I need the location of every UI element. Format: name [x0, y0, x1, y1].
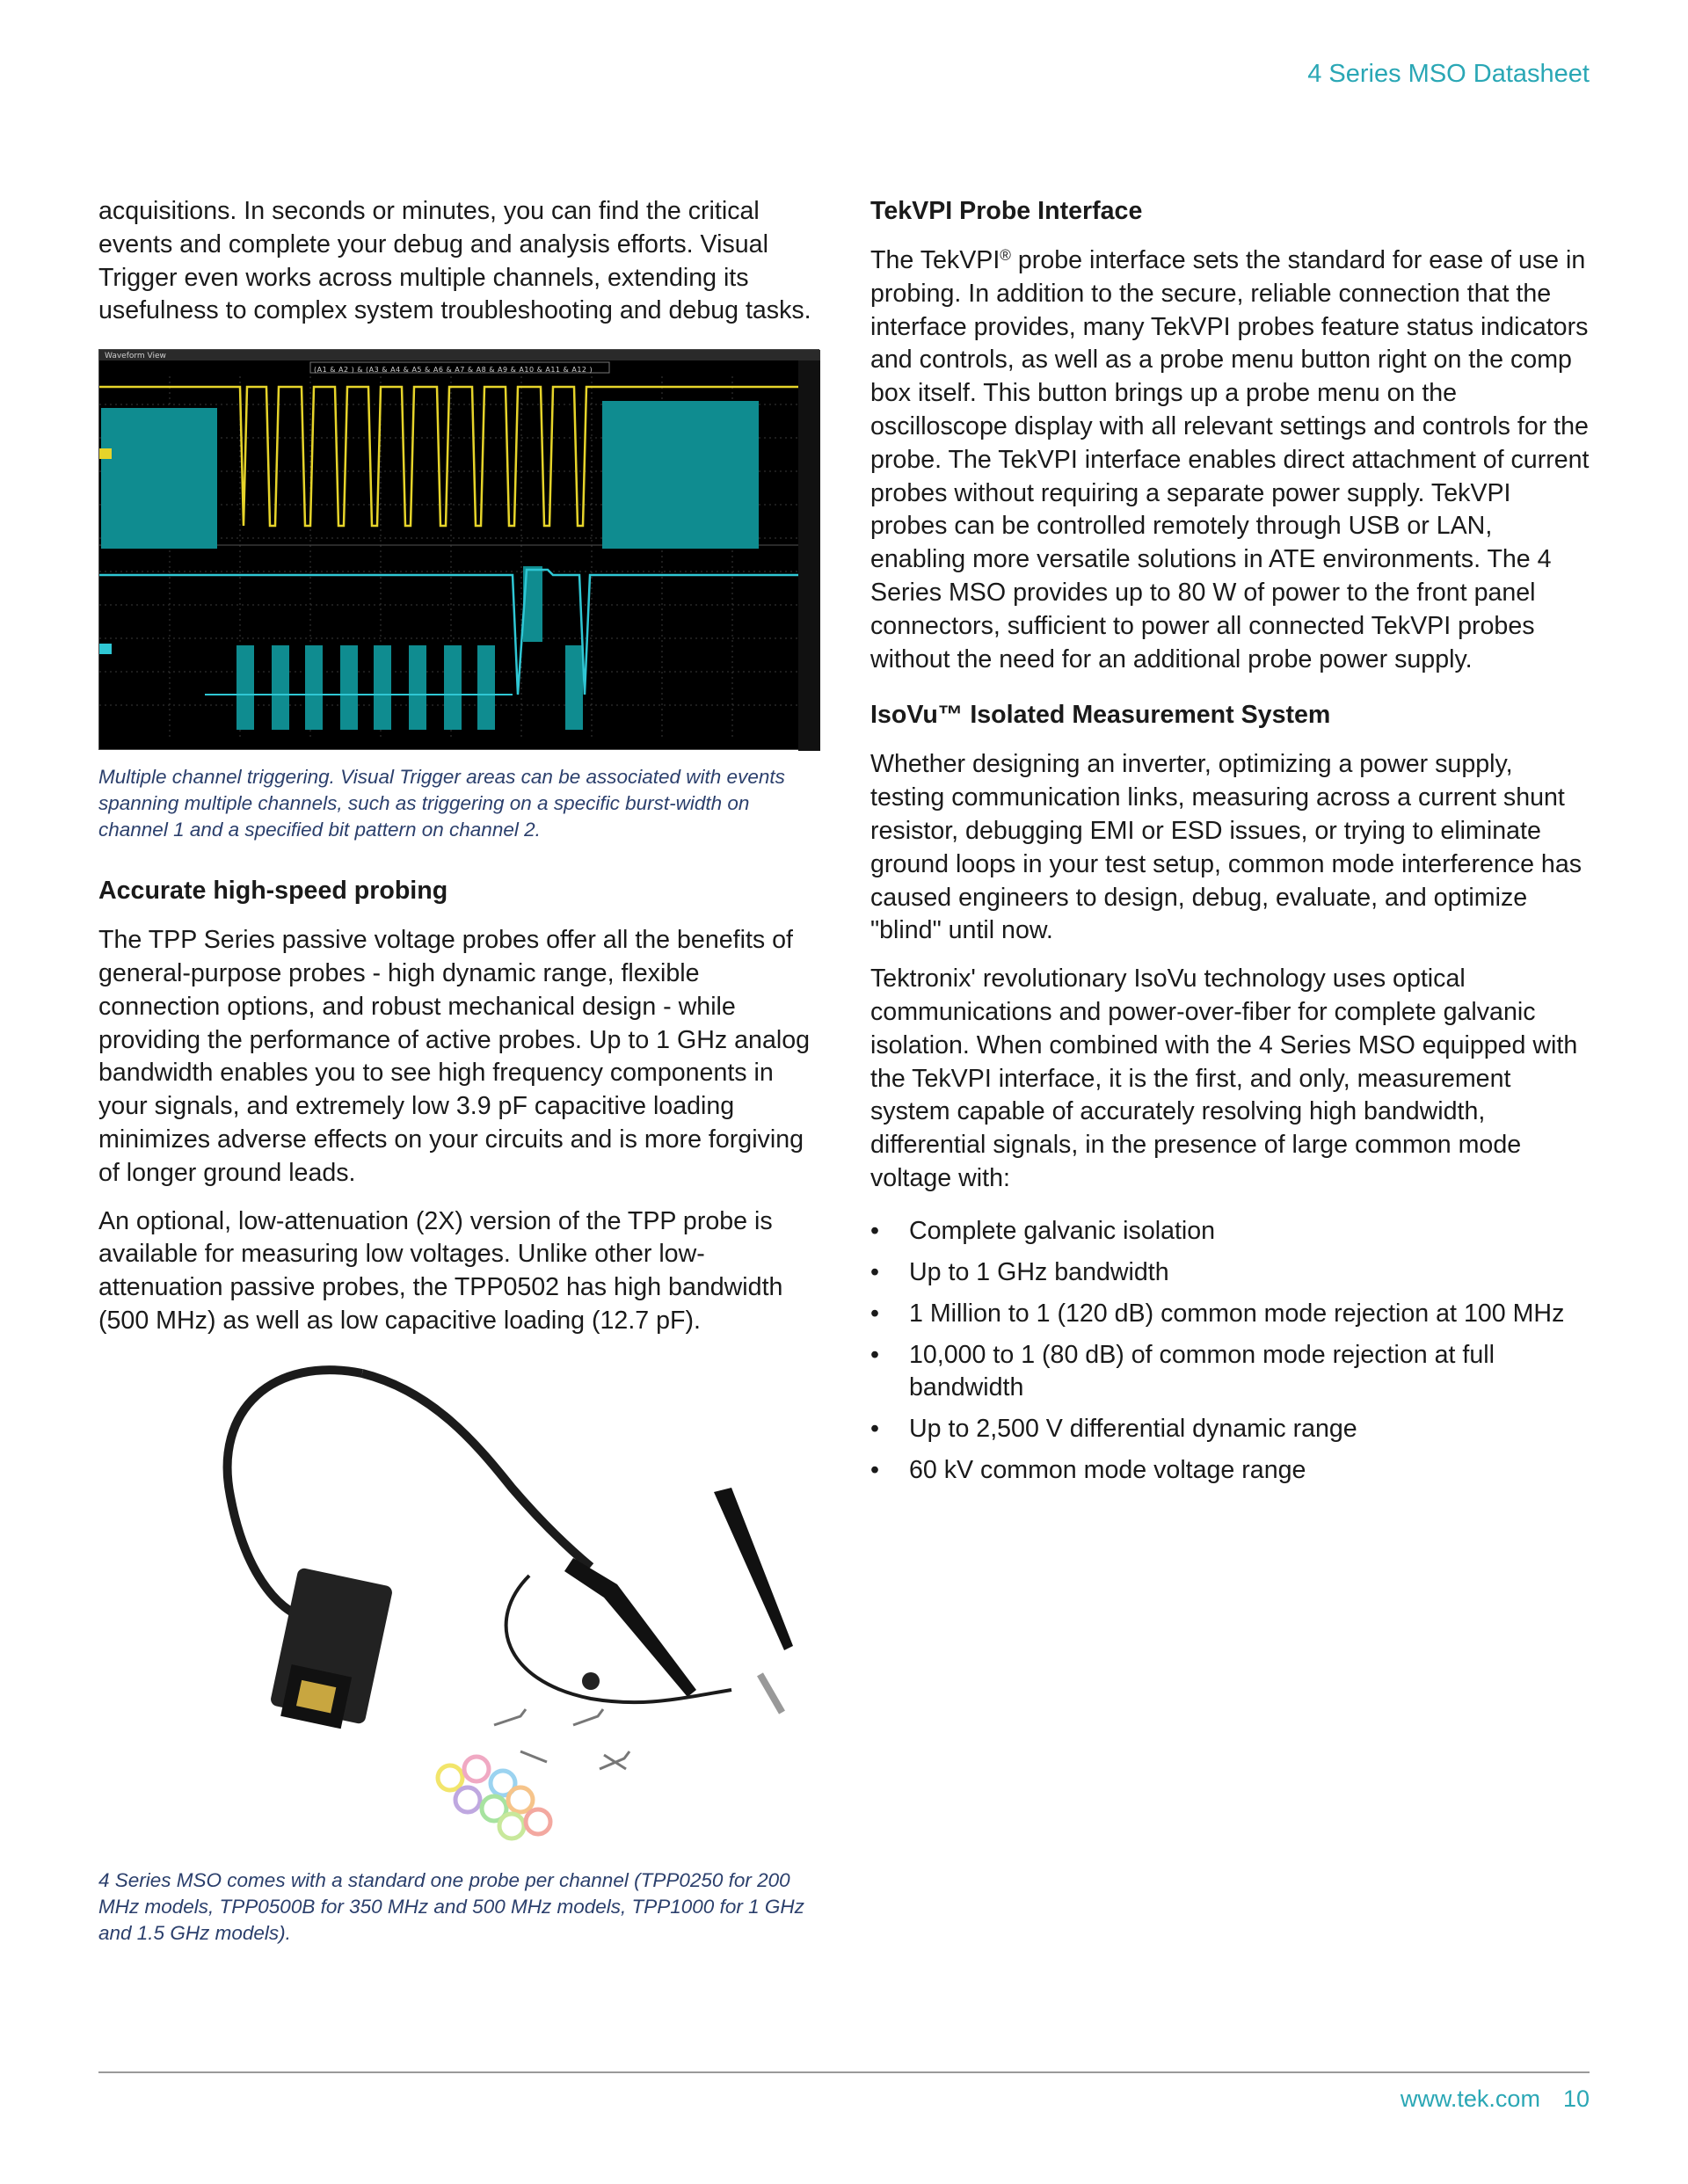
- list-item: [870, 1298, 1593, 1330]
- registered-mark: ®: [1000, 246, 1011, 264]
- tpp0502-paragraph: An optional, low-attenuation (2X) version of the TPP probe is available for measuring low voltages. Unlike other low-attenuation passive probes, the TPP0502 has high bandwidth (500 MHz) as well as low capacitive loading (12.7 pF).: [98, 1206, 783, 1335]
- intro-paragraph: acquisitions. In seconds or minutes, you can find the critical events and complete your debug and analysis efforts. Visual Trigger even works across multiple channels, extending its usefulness to complex system troubleshooting and debug tasks.: [98, 197, 811, 325]
- left-column: [98, 195, 819, 1978]
- list-item: [870, 1413, 1593, 1445]
- isovu-feature-list: [870, 1215, 1593, 1487]
- list-item: [870, 1256, 1593, 1289]
- footer-divider: [98, 2071, 1590, 2073]
- right-column: [870, 195, 1593, 1496]
- bullet: •: [870, 1299, 880, 1328]
- waveform-view-label: Waveform View: [105, 352, 166, 361]
- list-item: [870, 1215, 1593, 1248]
- list-item-text: Up to 1 GHz bandwidth: [909, 1257, 1169, 1286]
- trigger-expression: (A1 & A2 ) & (A3 & A4 & A5 & A6 & A7 & A8 & A9 & A10 & A11 & A12 ): [314, 366, 593, 375]
- list-item-text: 1 Million to 1 (120 dB) common mode rejection at 100 MHz: [909, 1299, 1565, 1328]
- page-footer: [1401, 2086, 1590, 2113]
- bullet: •: [870, 1340, 880, 1369]
- section-heading-probing: Accurate high-speed probing: [98, 877, 448, 906]
- isovu-paragraph-2: Tektronix' revolutionary IsoVu technology uses optical communications and power-over-fiber for complete galvanic isolation. When combined with the 4 Series MSO equipped with the TekVPI interface, it is the first, and only, measurement system capable of accurately resolving high bandwidth, differential signals, in the presence of large common mode voltage with:: [870, 965, 1578, 1192]
- section-heading-isovu: IsoVu™ Isolated Measurement System: [870, 701, 1331, 730]
- tpp-paragraph: The TPP Series passive voltage probes offer all the benefits of general-purpose probes - high dynamic range, flexible connection options, and robust mechanical design - while providing the performance of active probes. Up to 1 GHz analog bandwidth enables you to see high frequency components in your signals, and extremely low 3.9 pF capacitive loading minimizes adverse effects on your circuits and is more forgiving of longer ground leads.: [98, 926, 811, 1187]
- tekvpi-paragraph: [870, 244, 1593, 676]
- bullet: •: [870, 1414, 880, 1443]
- list-item-text: 60 kV common mode voltage range: [909, 1455, 1306, 1484]
- datasheet-title: 4 Series MSO Datasheet: [1307, 60, 1590, 88]
- oscilloscope-screenshot: [98, 349, 819, 750]
- tekvpi-lead: The TekVPI: [870, 246, 1000, 274]
- isovu-paragraph-1: Whether designing an inverter, optimizing a power supply, testing communication links, measuring across a current shunt resistor, debugging EMI or ESD issues, or trying to eliminate ground loops in your test setup, common mode interference has caused engineers to design, debug, evaluate, and optimize "blind" until now.: [870, 750, 1582, 945]
- section-heading-tekvpi: TekVPI Probe Interface: [870, 197, 1143, 225]
- list-item-text: Complete galvanic isolation: [909, 1216, 1216, 1245]
- figure-caption-triggering: Multiple channel triggering. Visual Trigger areas can be associated with events spanning multiple channels, such as triggering on a specific burst-width on channel 1 and a specified bit pattern on channel 2.: [98, 766, 785, 841]
- figure-caption-probe: 4 Series MSO comes with a standard one probe per channel (TPP0250 for 200 MHz models, TPP0500B for 350 MHz and 500 MHz models, TPP1000 for 1 GHz and 1.5 GHz models).: [98, 1868, 804, 1944]
- waveform-graphic: [99, 350, 820, 751]
- bullet: •: [870, 1216, 880, 1245]
- tekvpi-body: probe interface sets the standard for ease of use in probing. In addition to the secure, reliable connection that the interface provides, many TekVPI probes feature status indicators and controls, as well as a probe menu button right on the comp box itself. This button brings up a probe menu on the oscilloscope display with all relevant settings and controls for the probe. The TekVPI interface enables direct attachment of current probes without requiring a separate power supply. TekVPI probes can be controlled remotely through USB or LAN, enabling more versatile solutions in ATE environments. The 4 Series MSO provides up to 80 W of power to the front panel connectors, sufficient to power all connected TekVPI probes without the need for an additional probe power supply.: [870, 246, 1590, 673]
- list-item-text: Up to 2,500 V differential dynamic range: [909, 1414, 1357, 1443]
- bullet: •: [870, 1455, 880, 1484]
- page-number: 10: [1562, 2086, 1590, 2112]
- footer-url[interactable]: www.tek.com: [1400, 2086, 1540, 2112]
- bullet: •: [870, 1257, 880, 1286]
- list-item: [870, 1339, 1593, 1404]
- list-item: [870, 1454, 1593, 1487]
- passive-probe-image: [98, 1356, 819, 1848]
- probe-photo: [98, 1356, 819, 1848]
- list-item-text: 10,000 to 1 (80 dB) of common mode rejection at full bandwidth: [909, 1340, 1495, 1401]
